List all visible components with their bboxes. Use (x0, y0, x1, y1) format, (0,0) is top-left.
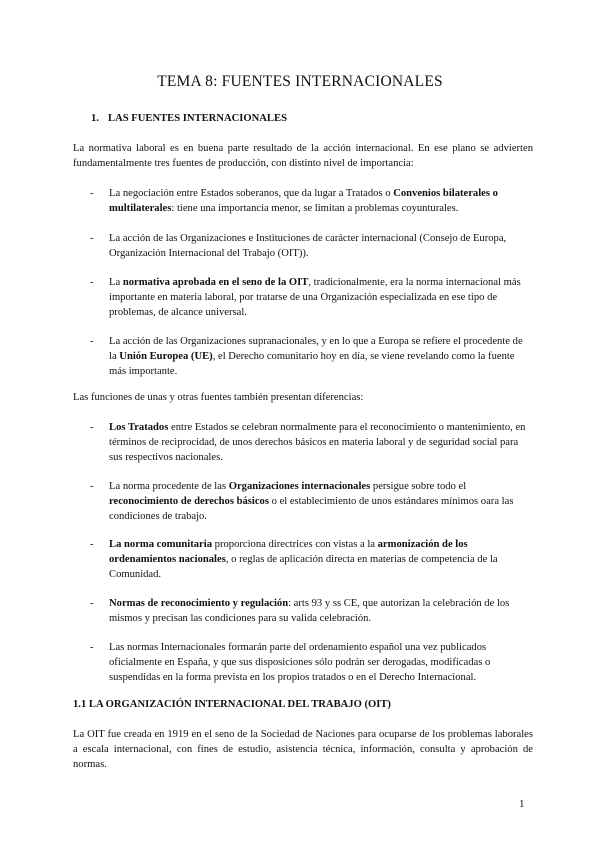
bullet-dash: - (90, 539, 94, 550)
page-number: 1 (519, 798, 525, 810)
list-item: - Las normas Internacionales formarán parte del ordenamiento español una vez publicados oficialmente en España, y que sus disposiciones sólo podrán ser derogadas, modificadas o suspendidas en la forma prevista en los propios tratados o en el Derecho Internacional. (90, 642, 491, 683)
bullet-dash: - (90, 598, 94, 609)
intro-paragraph: La normativa laboral es en buena parte resultado de la acción internacional. En ese plano se advierten fundamentalmente tres fuentes de producción, con distinto nivel de importancia: (73, 143, 533, 169)
list-item: - La negociación entre Estados soberanos, que da lugar a Tratados o Convenios bilaterales o multilaterales: tiene una importancia menor, se limitan a problemas coyunturales. (90, 188, 498, 214)
bullet-dash: - (90, 336, 94, 347)
bullet-dash: - (90, 422, 94, 433)
subsection-paragraph: La OIT fue creada en 1919 en el seno de la Sociedad de Naciones para ocuparse de los problemas laborales a escala internacional, con fines de estudio, asistencia técnica, información, consulta y aprobación de normas. (73, 729, 533, 770)
bullet-dash: - (90, 642, 94, 653)
functions-intro: Las funciones de unas y otras fuentes también presentan diferencias: (73, 392, 364, 403)
bullet-dash: - (90, 233, 94, 244)
section-number: 1. (91, 113, 99, 124)
list-item: - La norma procedente de las Organizaciones internacionales persigue sobre todo el reconocimiento de derechos básicos o el establecimiento de unos estándares mínimos oara las condiciones de trabajo. (90, 481, 514, 522)
list-item: - La normativa aprobada en el seno de la OIT, tradicionalmente, era la norma internacional más importante en materia laboral, por tratarse de una Organización especializada en ese tipo de problemas, de alcance universal. (90, 277, 521, 318)
list-item: - La acción de las Organizaciones supranacionales, y en lo que a Europa se refiere el procedente de la Unión Europea (UE), el Derecho comunitario hoy en día, se viene revelando como la fuente más importante. (90, 336, 523, 377)
bullet-dash: - (90, 277, 94, 288)
list-item: - La acción de las Organizaciones e Instituciones de carácter internacional (Consejo de Europa, Organización Internacional del Trabajo (OIT)). (90, 233, 507, 259)
list-item: - Normas de reconocimiento y regulación: arts 93 y ss CE, que autorizan la celebración de los mismos y precisan las condiciones para su valida celebración. (90, 598, 510, 624)
list-item: - Los Tratados entre Estados se celebran normalmente para el reconocimiento o mantenimiento, en términos de reciprocidad, de unos derechos básicos en materia laboral y de seguridad social para sus respectivos nacionales. (90, 422, 526, 463)
list-item: - La norma comunitaria proporciona directrices con vistas a la armonización de los ordenamientos nacionales, o reglas de aplicación directa en materias de competencia de la Comunidad. (90, 539, 498, 580)
bullet-dash: - (90, 481, 94, 492)
section-heading (91, 111, 287, 126)
section-heading-text: LAS FUENTES INTERNACIONALES (108, 113, 287, 124)
subsection-heading: 1.1 LA ORGANIZACIÓN INTERNACIONAL DEL TRABAJO (OIT) (73, 699, 391, 710)
page-title: TEMA 8: FUENTES INTERNACIONALES (157, 73, 443, 90)
bullet-dash: - (90, 188, 94, 199)
